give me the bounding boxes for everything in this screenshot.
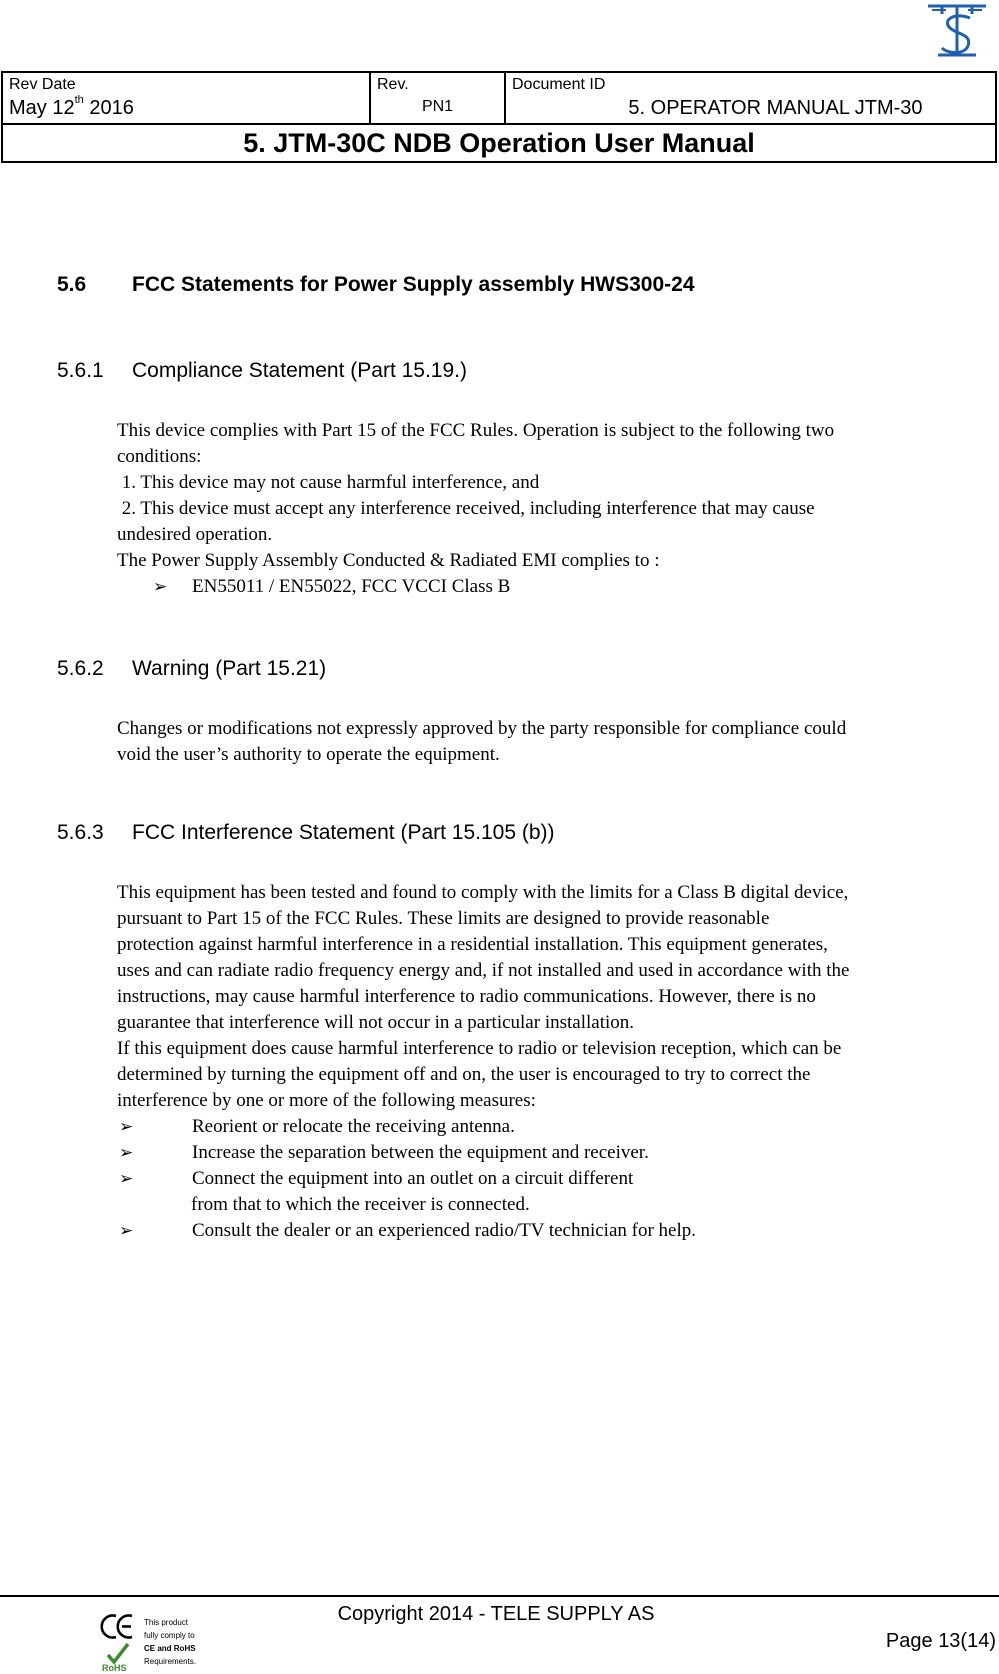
list-item [117, 1166, 999, 1192]
bullet-text: EN55011 / EN55022, FCC VCCI Class B [192, 576, 511, 597]
subsection-number: 5.6.3 [57, 821, 104, 844]
arrow-bullet-icon: ➢ [119, 1117, 134, 1136]
subsection-title: FCC Interference Statement (Part 15.105 (b)) [132, 821, 555, 844]
text-line: Changes or modifications not expressly approved by the party responsible for compliance could [117, 718, 847, 739]
document-title: 5. JTM-30C NDB Operation User Manual [243, 128, 755, 158]
rev-value: PN1 [421, 98, 454, 115]
warning-text [117, 716, 999, 768]
arrow-bullet-icon: ➢ [119, 1143, 134, 1162]
list-item [117, 1218, 999, 1244]
subsection-heading-5-6-2 [57, 657, 326, 681]
section-title: FCC Statements for Power Supply assembly HWS300-24 [132, 273, 695, 296]
text-line: This equipment has been tested and found to comply with the limits for a Class B digital device, [117, 882, 849, 903]
rev-cell [371, 73, 506, 123]
arrow-bullet-icon: ➢ [119, 1221, 134, 1240]
document-id-value: 5. OPERATOR MANUAL JTM-30 [628, 97, 923, 119]
text-line: instructions, may cause harmful interference to radio communications. However, there is no [117, 986, 816, 1007]
subsection-title: Compliance Statement (Part 15.19.) [132, 359, 467, 382]
text-line: interference by one or more of the following measures: [117, 1090, 536, 1111]
text-line: uses and can radiate radio frequency energy and, if not installed and used in accordance with the [117, 960, 850, 981]
list-item [117, 1140, 999, 1166]
rev-date-cell [3, 73, 371, 123]
rev-date-label: Rev Date [9, 76, 76, 93]
bullet-text: Reorient or relocate the receiving antenna. [192, 1116, 515, 1137]
list-item [117, 574, 999, 600]
text-line: If this equipment does cause harmful interference to radio or television reception, which can be [117, 1038, 842, 1059]
subsection-number: 5.6.1 [57, 359, 104, 382]
subsection-heading-5-6-1 [57, 359, 467, 383]
text-line: The Power Supply Assembly Conducted & Radiated EMI complies to : [117, 550, 660, 571]
page-number: Page 13(14) [885, 1630, 996, 1652]
rohs-check-icon [108, 1644, 128, 1662]
document-id-cell [506, 73, 995, 123]
badge-line-4: Requirements. [144, 1657, 197, 1666]
text-line: determined by turning the equipment off and on, the user is encouraged to try to correct the [117, 1064, 811, 1085]
text-line: pursuant to Part 15 of the FCC Rules. These limits are designed to provide reasonable [117, 908, 770, 929]
section-heading [57, 273, 695, 297]
badge-line-2: fully comply to [144, 1631, 195, 1640]
bullet-text: Connect the equipment into an outlet on a circuit different [192, 1168, 634, 1189]
interference-statement-text [117, 880, 999, 1244]
list-item [117, 1114, 999, 1140]
bullet-continuation: from that to which the receiver is connected. [191, 1194, 530, 1215]
section-number: 5.6 [57, 273, 87, 296]
text-line: 1. This device may not cause harmful interference, and [117, 472, 540, 493]
rev-label: Rev. [377, 76, 409, 93]
footer-divider [0, 1595, 999, 1597]
compliance-statement-text [117, 418, 999, 600]
arrow-bullet-icon: ➢ [119, 1169, 134, 1188]
text-line: protection against harmful interference in a residential installation. This equipment generates, [117, 934, 828, 955]
subsection-title: Warning (Part 15.21) [132, 657, 327, 680]
rohs-label: RoHS [102, 1663, 127, 1673]
text-line: conditions: [117, 446, 202, 467]
text-line: 2. This device must accept any interference received, including interference that may cause [117, 498, 815, 519]
badge-line-3: CE and RoHS [144, 1644, 196, 1653]
arrow-bullet-icon: ➢ [153, 577, 168, 596]
ce-mark-icon [102, 1616, 132, 1638]
text-line: undesired operation. [117, 524, 273, 545]
subsection-number: 5.6.2 [57, 657, 104, 680]
subsection-heading-5-6-3 [57, 821, 555, 845]
document-id-label: Document ID [512, 76, 606, 93]
bullet-text: Consult the dealer or an experienced radio/TV technician for help. [192, 1220, 697, 1241]
document-header-table [1, 71, 997, 163]
badge-line-1: This product [144, 1618, 189, 1627]
copyright-text: Copyright 2014 - TELE SUPPLY AS [337, 1603, 655, 1625]
ce-rohs-badge [100, 1613, 208, 1673]
text-line: void the user’s authority to operate the equipment. [117, 744, 500, 765]
bullet-text: Increase the separation between the equipment and receiver. [192, 1142, 649, 1163]
text-line: guarantee that interference will not occur in a particular installation. [117, 1012, 634, 1033]
text-line: This device complies with Part 15 of the FCC Rules. Operation is subject to the following two [117, 420, 835, 441]
rev-date-value: May 12th 2016 [9, 94, 134, 119]
tele-supply-logo-icon [924, 0, 990, 60]
